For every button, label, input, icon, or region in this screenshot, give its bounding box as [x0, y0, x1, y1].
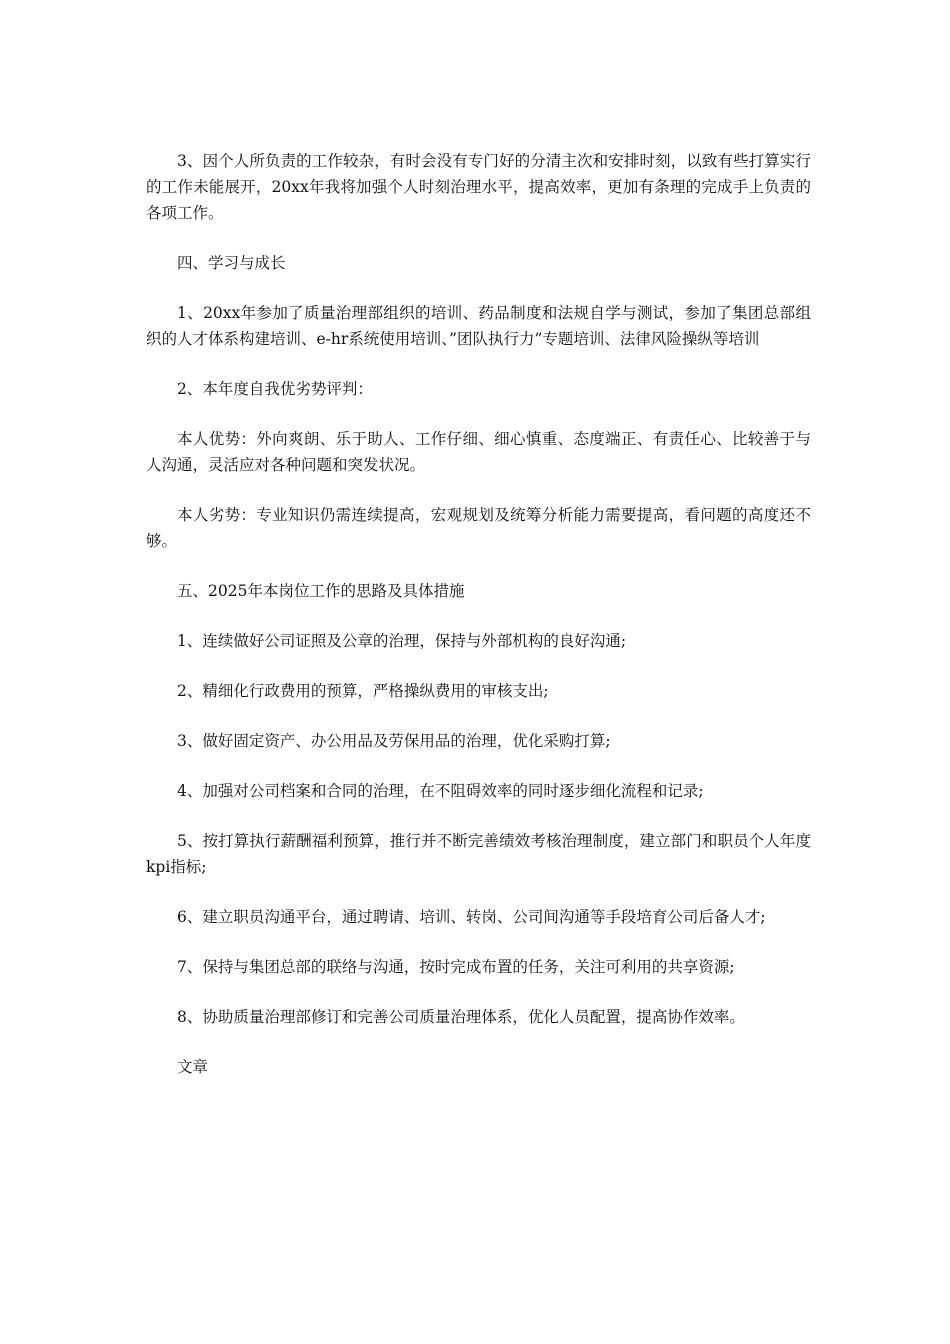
- article-footer-text: 文章: [177, 1058, 209, 1076]
- plan-item-2: 2、精细化行政费用的预算，严格操纵费用的审核支出;: [177, 682, 549, 700]
- paragraph-weaknesses: 本人劣势：专业知识仍需连续提高，宏观规划及统筹分析能力需要提高，看问题的高度还不够。: [146, 506, 811, 550]
- paragraph-item-3-workload: 3、因个人所负责的工作较杂，有时会没有专门好的分清主次和安排时刻，以致有些打算实行的工作未能展开，20xx年我将加强个人时刻治理水平，提高效率，更加有条理的完成手上负责的各项工作。: [146, 152, 811, 222]
- section-heading-plan: 五、2025年本岗位工作的思路及具体措施: [177, 582, 465, 600]
- plan-item-8: 8、协助质量治理部修订和完善公司质量治理体系，优化人员配置，提高协作效率。: [177, 1008, 745, 1026]
- section-heading-learning-growth: 四、学习与成长: [177, 254, 286, 272]
- plan-item-6: 6、建立职员沟通平台，通过聘请、培训、转岗、公司间沟通等手段培育公司后备人才;: [177, 908, 766, 926]
- paragraph-training: 1、20xx年参加了质量治理部组织的培训、药品制度和法规自学与测试，参加了集团总部组织的人才体系构建培训、e-hr系统使用培训、”团队执行力”专题培训、法律风险操纵等培训: [146, 304, 811, 348]
- plan-item-3: 3、做好固定资产、办公用品及劳保用品的治理，优化采购打算;: [177, 732, 611, 750]
- plan-item-5: 5、按打算执行薪酬福利预算，推行并不断完善绩效考核治理制度，建立部门和职员个人年度kpi指标;: [146, 832, 811, 876]
- plan-item-1: 1、连续做好公司证照及公章的治理，保持与外部机构的良好沟通;: [177, 632, 627, 650]
- paragraph-strengths: 本人优势：外向爽朗、乐于助人、工作仔细、细心慎重、态度端正、有责任心、比较善于与人沟通，灵活应对各种问题和突发状况。: [146, 430, 811, 474]
- plan-item-7: 7、保持与集团总部的联络与沟通，按时完成布置的任务，关注可利用的共享资源;: [177, 958, 735, 976]
- document-body: [146, 148, 811, 1104]
- paragraph-self-evaluation: 2、本年度自我优劣势评判：: [177, 380, 373, 398]
- plan-item-4: 4、加强对公司档案和合同的治理，在不阻碍效率的同时逐步细化流程和记录;: [177, 782, 704, 800]
